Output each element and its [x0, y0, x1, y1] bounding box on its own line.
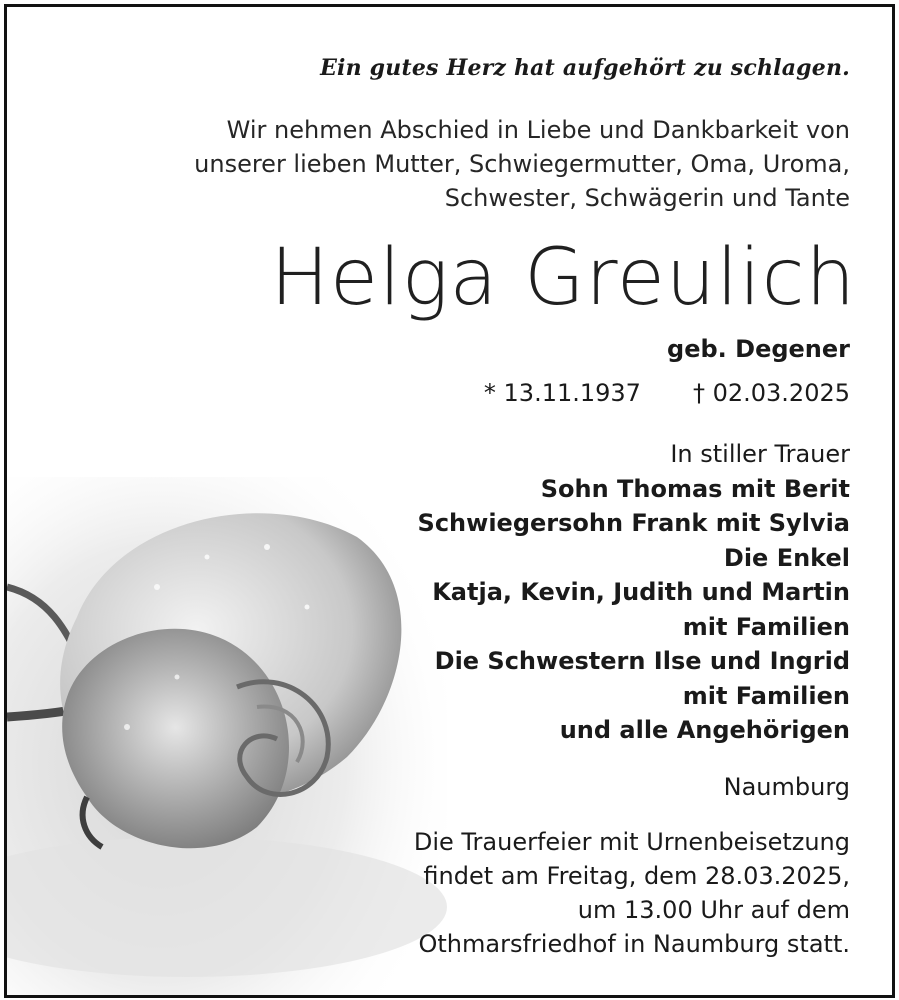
motto: Ein gutes Herz hat aufgehört zu schlagen. [320, 55, 850, 81]
rose-image [7, 477, 447, 997]
mourner-line: Schwiegersohn Frank mit Sylvia [417, 509, 850, 537]
service-line: Die Trauerfeier mit Urnenbeisetzung [413, 828, 850, 856]
service-line: findet am Freitag, dem 28.03.2025, [423, 862, 850, 890]
mourner-line: Die Enkel [723, 543, 850, 572]
intro-line: Schwester, Schwägerin und Tante [444, 184, 850, 212]
death-date: † 02.03.2025 [692, 379, 850, 407]
mourners-list [418, 437, 850, 748]
intro-line: unserer lieben Mutter, Schwiegermutter, Oma, Uroma, [194, 150, 850, 178]
life-dates [484, 379, 850, 407]
birth-date: * 13.11.1937 [483, 379, 641, 407]
mourner-line: Sohn Thomas mit Berit [540, 474, 850, 503]
mourners-lead: In stiller Trauer [670, 440, 850, 468]
mourner-line: und alle Angehörigen [559, 716, 850, 744]
mourner-line: Die Schwestern Ilse und Ingrid [434, 647, 850, 675]
mourner-line: Katja, Kevin, Judith und Martin [432, 578, 850, 606]
service-line: um 13.00 Uhr auf dem [577, 896, 850, 924]
born-name: geb. Degener [667, 335, 850, 363]
mourner-line: mit Familien [682, 612, 850, 641]
service-line: Othmarsfriedhof in Naumburg statt. [418, 930, 850, 958]
deceased-name: Helga Greulich [270, 233, 856, 323]
service-info [414, 825, 850, 961]
intro-text [194, 113, 850, 215]
obituary-card [4, 4, 895, 998]
mourner-line: mit Familien [682, 681, 850, 710]
intro-line: Wir nehmen Abschied in Liebe und Dankbarkeit von [226, 116, 850, 144]
place: Naumburg [723, 773, 850, 801]
